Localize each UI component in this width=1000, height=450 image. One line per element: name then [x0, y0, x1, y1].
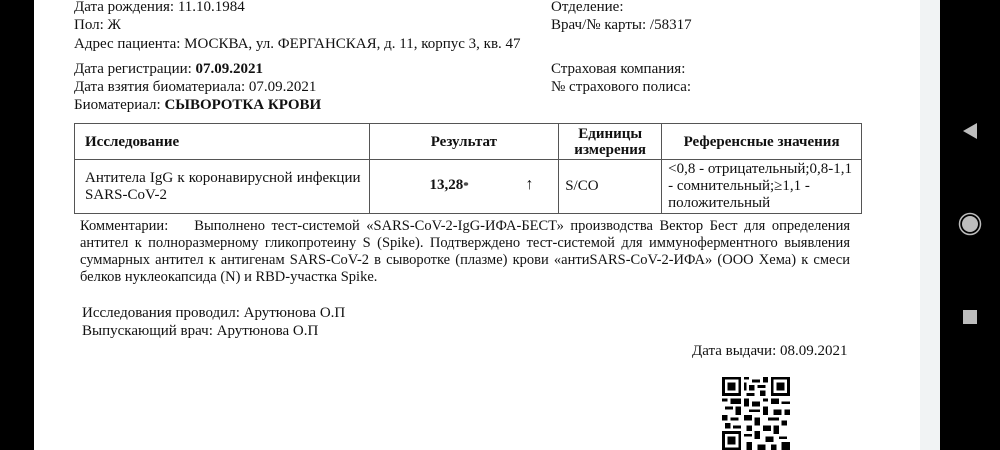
sample-date-value: 07.09.2021: [248, 79, 317, 95]
arrow-up-icon: ↑: [525, 176, 534, 193]
header-result: Результат: [369, 124, 559, 160]
sample-date-label: Дата взятия биоматериала:: [74, 79, 246, 95]
birth-date-label: Дата рождения:: [74, 0, 175, 15]
biomaterial-line: [74, 96, 321, 114]
address-label: Адрес пациента:: [74, 36, 181, 52]
scrollbar-track[interactable]: [920, 0, 940, 450]
address-line: [74, 35, 521, 53]
header-test: Исследование: [75, 124, 370, 160]
nav-back-button[interactable]: [940, 111, 1000, 151]
releasing-doctor: Выпускающий врач: Арутюнова О.П: [82, 323, 319, 339]
sample-date-line: [74, 78, 316, 96]
department-line: [551, 0, 624, 16]
cell-result: [369, 160, 559, 214]
table-header-row: [75, 124, 862, 160]
reg-date-line: [74, 60, 263, 78]
reg-date-value: 07.09.2021: [195, 61, 264, 77]
biomaterial-label: Биоматериал:: [74, 97, 161, 113]
results-table: [74, 123, 862, 214]
table-row: [75, 160, 862, 214]
performed-by: Исследования проводил: Арутюнова О.П: [82, 305, 346, 321]
policy-line: [551, 78, 691, 96]
address-value: МОСКВА, ул. ФЕРГАНСКАЯ, д. 11, корпус 3, кв. 47: [184, 36, 521, 52]
back-icon: [962, 122, 978, 140]
doctor-card-value: /58317: [649, 17, 692, 33]
biomaterial-value: СЫВОРОТКА КРОВИ: [164, 97, 322, 113]
recents-icon: [962, 309, 978, 325]
header-units: Единицы измерения: [559, 124, 662, 160]
cell-units: S/CO: [559, 160, 662, 214]
insurance-line: [551, 60, 685, 78]
doctor-card-label: Врач/№ карты:: [551, 17, 647, 33]
header-reference: Референсные значения: [662, 124, 862, 160]
left-black-band: [0, 0, 34, 450]
sex-label: Пол:: [74, 17, 104, 33]
nav-home-button[interactable]: [940, 204, 1000, 244]
cell-test: Антитела IgG к коронавирусной инфекции SARS-CoV-2: [75, 160, 370, 214]
comment-block: [80, 218, 850, 286]
reg-date-label: Дата регистрации:: [74, 61, 192, 77]
result-value: 13,28*: [429, 177, 469, 193]
nav-recents-button[interactable]: [940, 297, 1000, 337]
department-label: Отделение:: [551, 0, 624, 15]
cell-reference: <0,8 - отрицательный;0,8-1,1 - сомнительный;≥1,1 - положительный: [662, 160, 862, 214]
comment-label: Комментарии:: [80, 218, 169, 234]
sex-value: Ж: [107, 17, 121, 33]
birth-date-value: 11.10.1984: [177, 0, 245, 15]
sex-line: [74, 16, 121, 34]
comment-text: Выполнено тест-системой «SARS-CoV-2-IgG-ИФА-БЕСТ» производства Вектор Бест для определения антител к полноразмерному гликопротеину S (Spike). Подтверждено тест-системой для иммуноферментного выявления суммарных антител к антигенам SARS-CoV-2 в сыворотке (плазме) крови «антиSARS-CoV-2-ИФА» (ООО Хема) к смеси белков нуклеокапсида (N) и RBD-участка Spike.: [80, 218, 850, 285]
policy-label: № страхового полиса:: [551, 79, 692, 95]
system-navigation-bar: [940, 0, 1000, 450]
insurance-label: Страховая компания:: [551, 61, 686, 77]
birth-date-line: [74, 0, 245, 16]
issue-date: Дата выдачи: 08.09.2021: [692, 343, 848, 359]
qr-code: [722, 377, 790, 450]
doctor-card-line: [551, 16, 692, 34]
home-icon: [958, 212, 982, 236]
